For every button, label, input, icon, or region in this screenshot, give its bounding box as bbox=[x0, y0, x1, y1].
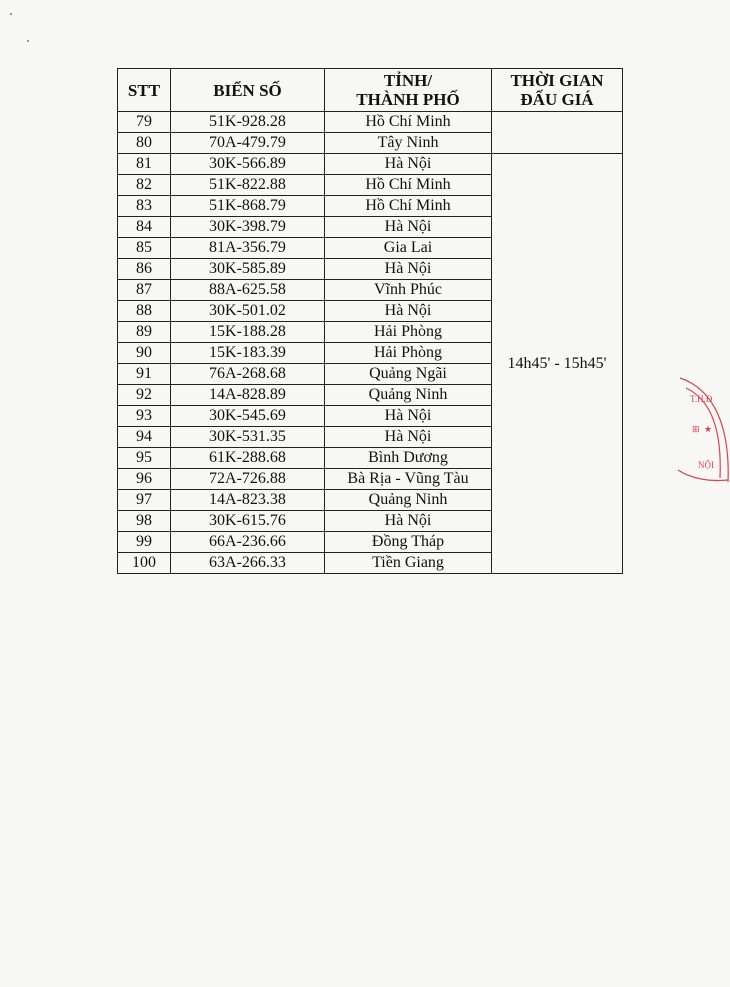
stt-cell: 95 bbox=[118, 448, 171, 469]
stt-cell: 80 bbox=[118, 133, 171, 154]
province-cell: Đồng Tháp bbox=[325, 532, 492, 553]
seal-letters-bottom: NỘI bbox=[698, 460, 714, 470]
province-cell: Bà Rịa - Vũng Tàu bbox=[325, 469, 492, 490]
plate-cell: 30K-585.89 bbox=[171, 259, 325, 280]
plate-cell: 30K-615.76 bbox=[171, 511, 325, 532]
stt-cell: 96 bbox=[118, 469, 171, 490]
province-cell: Hồ Chí Minh bbox=[325, 175, 492, 196]
province-cell: Hải Phòng bbox=[325, 322, 492, 343]
province-cell: Hải Phòng bbox=[325, 343, 492, 364]
stt-cell: 83 bbox=[118, 196, 171, 217]
header-stt: STT bbox=[118, 69, 171, 112]
province-cell: Hà Nội bbox=[325, 511, 492, 532]
stt-cell: 100 bbox=[118, 553, 171, 574]
plate-cell: 15K-188.28 bbox=[171, 322, 325, 343]
table-row bbox=[118, 154, 623, 175]
province-cell: Hà Nội bbox=[325, 406, 492, 427]
stt-cell: 89 bbox=[118, 322, 171, 343]
plate-cell: 70A-479.79 bbox=[171, 133, 325, 154]
plate-cell: 61K-288.68 bbox=[171, 448, 325, 469]
province-cell: Hà Nội bbox=[325, 217, 492, 238]
scan-speck bbox=[27, 40, 29, 42]
red-seal-fragment bbox=[668, 370, 730, 490]
stt-cell: 87 bbox=[118, 280, 171, 301]
header-time-line1: THỜI GIAN bbox=[510, 71, 604, 90]
province-cell: Hà Nội bbox=[325, 154, 492, 175]
province-cell: Gia Lai bbox=[325, 238, 492, 259]
province-cell: Quảng Ngãi bbox=[325, 364, 492, 385]
seal-letters: T.H.Đ bbox=[690, 394, 713, 404]
province-cell: Quảng Ninh bbox=[325, 490, 492, 511]
table-row bbox=[118, 112, 623, 133]
province-cell: Bình Dương bbox=[325, 448, 492, 469]
plate-cell: 14A-828.89 bbox=[171, 385, 325, 406]
stt-cell: 82 bbox=[118, 175, 171, 196]
province-cell: Tiền Giang bbox=[325, 553, 492, 574]
stt-cell: 91 bbox=[118, 364, 171, 385]
plate-cell: 30K-398.79 bbox=[171, 217, 325, 238]
header-time-line2: ĐẤU GIÁ bbox=[520, 90, 594, 109]
header-plate: BIỂN SỐ bbox=[171, 69, 325, 112]
province-cell: Tây Ninh bbox=[325, 133, 492, 154]
stt-cell: 94 bbox=[118, 427, 171, 448]
stt-cell: 99 bbox=[118, 532, 171, 553]
plate-cell: 30K-566.89 bbox=[171, 154, 325, 175]
stt-cell: 97 bbox=[118, 490, 171, 511]
stt-cell: 92 bbox=[118, 385, 171, 406]
stt-cell: 98 bbox=[118, 511, 171, 532]
header-time bbox=[492, 69, 623, 112]
table-body bbox=[118, 112, 623, 574]
plate-cell: 81A-356.79 bbox=[171, 238, 325, 259]
header-province bbox=[325, 69, 492, 112]
plate-cell: 51K-868.79 bbox=[171, 196, 325, 217]
province-cell: Quảng Ninh bbox=[325, 385, 492, 406]
plate-cell: 51K-822.88 bbox=[171, 175, 325, 196]
stt-cell: 86 bbox=[118, 259, 171, 280]
province-cell: Hồ Chí Minh bbox=[325, 196, 492, 217]
stt-cell: 90 bbox=[118, 343, 171, 364]
plate-cell: 88A-625.58 bbox=[171, 280, 325, 301]
plate-cell: 30K-501.02 bbox=[171, 301, 325, 322]
scan-speck bbox=[10, 13, 12, 15]
stt-cell: 79 bbox=[118, 112, 171, 133]
province-cell: Hà Nội bbox=[325, 427, 492, 448]
stt-cell: 85 bbox=[118, 238, 171, 259]
province-cell: Hồ Chí Minh bbox=[325, 112, 492, 133]
stt-cell: 93 bbox=[118, 406, 171, 427]
plate-cell: 51K-928.28 bbox=[171, 112, 325, 133]
stt-cell: 81 bbox=[118, 154, 171, 175]
plate-cell: 14A-823.38 bbox=[171, 490, 325, 511]
table-header-row bbox=[118, 69, 623, 112]
stt-cell: 88 bbox=[118, 301, 171, 322]
header-province-line1: TỈNH/ bbox=[383, 71, 433, 90]
plate-cell: 66A-236.66 bbox=[171, 532, 325, 553]
header-province-line2: THÀNH PHỐ bbox=[356, 90, 460, 109]
plate-cell: 15K-183.39 bbox=[171, 343, 325, 364]
time-empty-cell bbox=[492, 112, 623, 154]
plate-cell: 30K-531.35 bbox=[171, 427, 325, 448]
plate-cell: 76A-268.68 bbox=[171, 364, 325, 385]
plate-cell: 72A-726.88 bbox=[171, 469, 325, 490]
seal-star-icon: ★ bbox=[704, 424, 713, 434]
plate-cell: 63A-266.33 bbox=[171, 553, 325, 574]
stt-cell: 84 bbox=[118, 217, 171, 238]
plate-cell: 30K-545.69 bbox=[171, 406, 325, 427]
auction-time-cell: 14h45' - 15h45' bbox=[492, 154, 623, 574]
province-cell: Vĩnh Phúc bbox=[325, 280, 492, 301]
auction-table bbox=[117, 68, 623, 574]
seal-mark: ⊞ bbox=[692, 424, 700, 434]
province-cell: Hà Nội bbox=[325, 259, 492, 280]
province-cell: Hà Nội bbox=[325, 301, 492, 322]
